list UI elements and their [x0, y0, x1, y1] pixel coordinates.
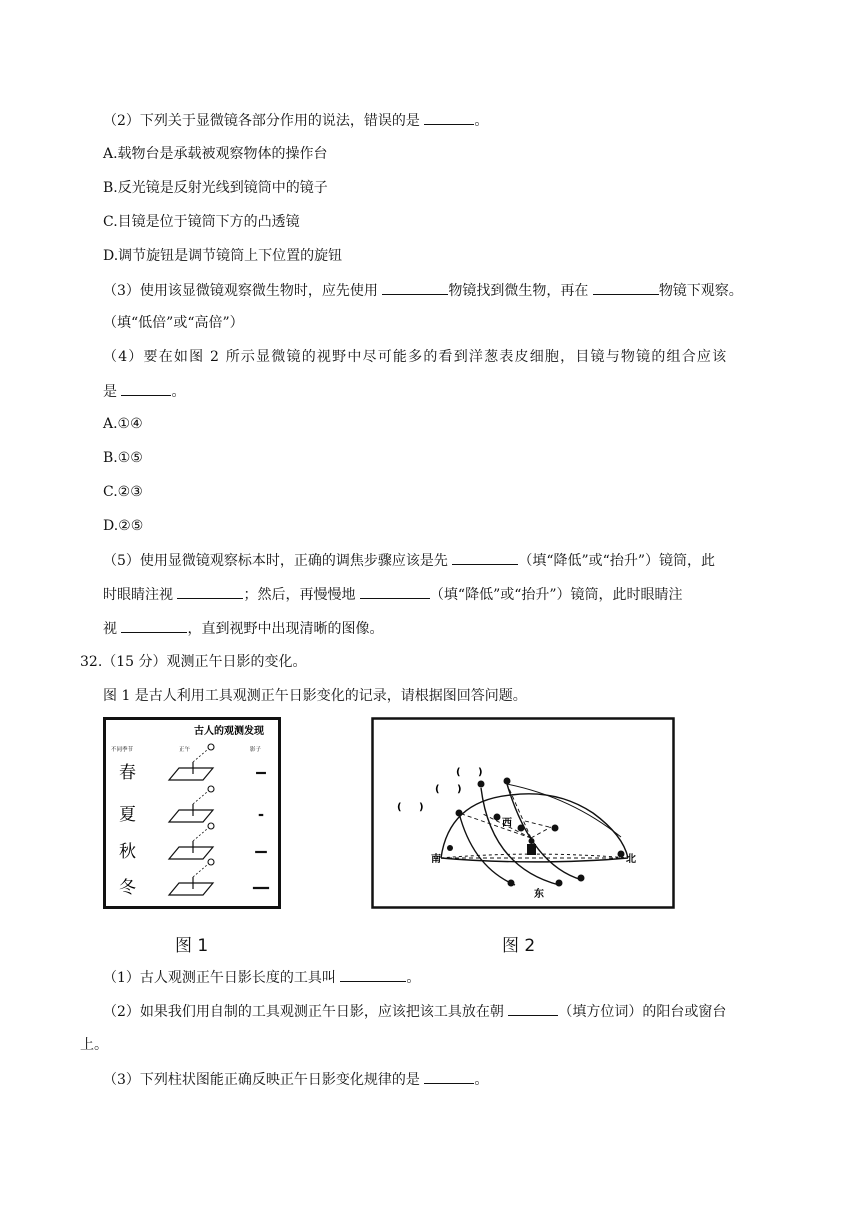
- answer-blank[interactable]: [121, 381, 171, 396]
- option-b: B.①⑤: [103, 450, 143, 466]
- q31-part5-cont: 时眼睛注视 ；然后，再慢慢地 （填“降低”或“抬升”）镜筒，此时眼睛注: [103, 584, 683, 605]
- answer-blank[interactable]: [177, 584, 243, 599]
- col-header-season: 不同季节: [111, 747, 134, 753]
- option-c: C.②③: [103, 484, 143, 500]
- blank-bracket: ( ): [435, 784, 462, 795]
- q32-part1: （1）古人观测正午日影长度的工具叫 。: [103, 967, 420, 988]
- direction-south: 南: [431, 854, 441, 865]
- answer-blank[interactable]: [121, 618, 187, 633]
- figure-2: [371, 717, 675, 909]
- option-a: A.载物台是承载被观察物体的操作台: [103, 146, 328, 162]
- col-header-shadow: 影子: [250, 747, 262, 753]
- blank-bracket: ( ): [397, 802, 424, 813]
- q31-part3: （3）使用该显微镜观察微生物时，应先使用 物镜找到微生物，再在 物镜下观察。: [103, 280, 743, 301]
- q31-part2: （2）下列关于显微镜各部分作用的说法，错误的是 。: [103, 110, 488, 131]
- blank-bracket: ( ): [456, 767, 483, 778]
- sun-icon: [208, 823, 214, 829]
- figure-1: [103, 717, 281, 909]
- q31-part4: （4）要在如图 2 所示显微镜的视野中尽可能多的看到洋葱表皮细胞，目镜与物镜的组合应该: [103, 349, 728, 365]
- season-label: 冬: [119, 878, 136, 898]
- q32-part2: （2）如果我们用自制的工具观测正午日影，应该把该工具放在朝 （填方位词）的阳台或窗台: [103, 1001, 726, 1022]
- answer-blank[interactable]: [340, 967, 406, 982]
- answer-blank[interactable]: [424, 1069, 474, 1084]
- direction-north: 北: [626, 854, 636, 865]
- answer-blank[interactable]: [593, 280, 659, 295]
- direction-west: 西: [502, 818, 512, 829]
- sun-icon: [208, 786, 214, 792]
- answer-blank[interactable]: [382, 280, 448, 295]
- figure-1-title: 古人的观测发现: [194, 726, 264, 737]
- q32-part3: （3）下列柱状图能正确反映正午日影变化规律的是 。: [103, 1069, 488, 1090]
- sun-icon: [208, 744, 214, 750]
- option-c: C.目镜是位于镜筒下方的凸透镜: [103, 214, 300, 230]
- answer-blank[interactable]: [508, 1001, 558, 1016]
- answer-blank[interactable]: [452, 550, 518, 565]
- figure-1-caption: 图 1: [175, 936, 209, 956]
- q31-part5: （5）使用显微镜观察标本时，正确的调焦步骤应该是先 （填“降低”或“抬升”）镜筒，此: [103, 550, 715, 571]
- figure-2-caption: 图 2: [502, 936, 536, 956]
- option-d: D.调节旋钮是调节镜筒上下位置的旋钮: [103, 248, 343, 264]
- option-d: D.②⑤: [103, 518, 144, 534]
- q31-part5-cont2: 视 ，直到视野中出现清晰的图像。: [103, 618, 383, 639]
- option-a: A.①④: [103, 416, 143, 432]
- direction-east: 东: [534, 889, 544, 900]
- answer-blank[interactable]: [360, 584, 430, 599]
- sun-icon: [208, 859, 214, 865]
- season-label: 春: [119, 763, 136, 783]
- col-header-noon: 正午: [179, 747, 191, 753]
- season-label: 夏: [119, 805, 136, 825]
- q32-header: 32.（15 分）观测正午日影的变化。: [80, 654, 307, 670]
- option-b: B.反光镜是反射光线到镜筒中的镜子: [103, 180, 328, 196]
- observer-icon: [527, 844, 536, 855]
- q32-intro: 图 1 是古人利用工具观测正午日影变化的记录，请根据图回答问题。: [103, 688, 527, 704]
- q31-part3-note: （填“低倍”或“高倍”）: [103, 315, 244, 331]
- season-label: 秋: [119, 842, 136, 862]
- q31-part4-cont: 是 。: [103, 381, 185, 402]
- q32-part2-cont: 上。: [80, 1037, 108, 1053]
- answer-blank[interactable]: [424, 110, 474, 125]
